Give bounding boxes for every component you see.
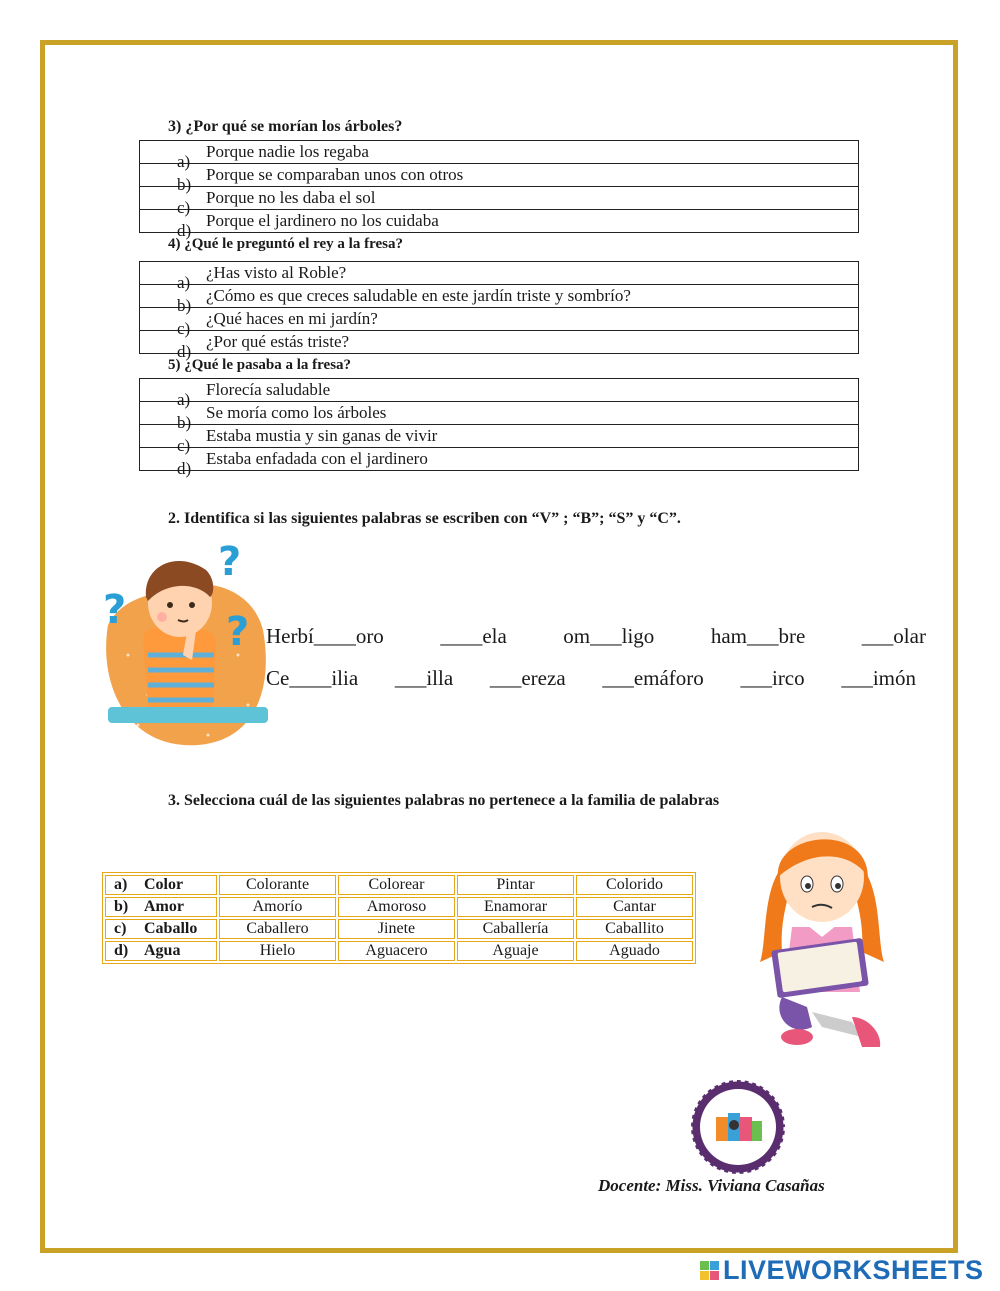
- word-option[interactable]: Cantar: [576, 897, 693, 917]
- word-blank[interactable]: ____ela: [440, 624, 507, 648]
- word-blank[interactable]: ___illa: [394, 666, 454, 690]
- svg-text:?: ?: [103, 587, 127, 633]
- option-letter: c): [177, 436, 191, 455]
- section-2-title: 2. Identifica si las siguientes palabras se escriben con “V” ; “B”; “S” y “C”.: [168, 510, 681, 527]
- option-text: Se moría como los árboles: [206, 403, 387, 422]
- option-letter: d): [177, 342, 192, 361]
- word-blank[interactable]: ___imón: [841, 666, 916, 690]
- liveworksheets-logo-icon: [700, 1261, 719, 1280]
- option-row[interactable]: [140, 187, 859, 210]
- school-logo: [688, 1077, 788, 1177]
- question-3-title: 3) ¿Por qué se morían los árboles?: [168, 118, 403, 135]
- option-letter: b): [177, 413, 192, 432]
- option-text: Estaba mustia y sin ganas de vivir: [206, 426, 438, 445]
- table-row: [105, 941, 693, 961]
- option-row[interactable]: [140, 262, 859, 285]
- row-letter: d): [114, 942, 129, 959]
- word-option[interactable]: Hielo: [219, 941, 336, 961]
- option-letter: c): [177, 198, 191, 217]
- word-option[interactable]: Caballito: [576, 919, 693, 939]
- word-option[interactable]: Pintar: [457, 875, 574, 895]
- word-family-table: [102, 872, 696, 964]
- option-text: ¿Por qué estás triste?: [206, 332, 350, 351]
- option-text: Porque el jardinero no los cuidaba: [206, 211, 439, 230]
- table-row: [105, 919, 693, 939]
- option-text: ¿Qué haces en mi jardín?: [206, 309, 378, 328]
- word-option[interactable]: Caballero: [219, 919, 336, 939]
- option-letter: a): [177, 273, 191, 292]
- option-text: ¿Cómo es que creces saludable en este jardín triste y sombrío?: [206, 286, 631, 305]
- teacher-name: Docente: Miss. Viviana Casañas: [598, 1176, 825, 1195]
- option-letter: d): [177, 221, 192, 240]
- row-head: [105, 875, 217, 895]
- thinking-boy-illustration: [88, 535, 278, 755]
- svg-text:?: ?: [218, 539, 242, 585]
- word-option[interactable]: Aguacero: [338, 941, 455, 961]
- option-row[interactable]: [140, 164, 859, 187]
- row-word: Amor: [144, 898, 184, 915]
- option-letter: d): [177, 459, 192, 478]
- liveworksheets-brand[interactable]: [700, 1255, 984, 1286]
- row-word: Color: [144, 876, 184, 893]
- word-blank[interactable]: ___ereza: [489, 666, 566, 690]
- option-row[interactable]: [140, 141, 859, 164]
- option-row[interactable]: [140, 448, 859, 471]
- word-option[interactable]: Jinete: [338, 919, 455, 939]
- row-head: [105, 919, 217, 939]
- option-row[interactable]: [140, 331, 859, 354]
- word-option[interactable]: Colorante: [219, 875, 336, 895]
- word-row-1: [266, 624, 926, 649]
- table-row: [105, 897, 693, 917]
- option-row[interactable]: [140, 285, 859, 308]
- row-word: Agua: [144, 942, 181, 959]
- word-option[interactable]: Colorido: [576, 875, 693, 895]
- row-letter: b): [114, 898, 129, 915]
- option-letter: a): [177, 390, 191, 409]
- word-blank[interactable]: ham___bre: [710, 624, 806, 648]
- option-letter: b): [177, 175, 192, 194]
- row-letter: c): [114, 920, 127, 937]
- option-letter: c): [177, 319, 191, 338]
- question-3-options: [139, 140, 859, 240]
- option-text: Estaba enfadada con el jardinero: [206, 449, 428, 468]
- section-3-title: 3. Selecciona cuál de las siguientes palabras no pertenece a la familia de palabras: [168, 792, 720, 809]
- word-blank[interactable]: Herbí____oro: [266, 624, 384, 648]
- word-blank[interactable]: ___emáforo: [602, 666, 704, 690]
- word-blank[interactable]: ___olar: [861, 624, 926, 648]
- option-letter: b): [177, 296, 192, 315]
- question-4-title: 4) ¿Qué le preguntó el rey a la fresa?: [168, 236, 403, 252]
- option-text: Florecía saludable: [206, 380, 331, 399]
- option-letter: a): [177, 152, 191, 171]
- row-word: Caballo: [144, 920, 198, 937]
- word-option[interactable]: Amoroso: [338, 897, 455, 917]
- row-letter: a): [114, 876, 128, 893]
- table-row: [105, 875, 693, 895]
- row-head: [105, 941, 217, 961]
- option-text: Porque nadie los regaba: [206, 142, 369, 161]
- option-text: ¿Has visto al Roble?: [206, 263, 347, 282]
- svg-text:?: ?: [226, 609, 250, 655]
- brand-text: LIVEWORKSHEETS: [723, 1255, 984, 1285]
- word-option[interactable]: Enamorar: [457, 897, 574, 917]
- option-row[interactable]: [140, 425, 859, 448]
- word-blank[interactable]: Ce____ilia: [266, 666, 359, 690]
- question-4-options: [139, 261, 859, 361]
- row-head: [105, 897, 217, 917]
- option-row[interactable]: [140, 308, 859, 331]
- option-row[interactable]: [140, 402, 859, 425]
- word-blank[interactable]: ___irco: [740, 666, 805, 690]
- question-5-options: [139, 378, 859, 478]
- word-option[interactable]: Colorear: [338, 875, 455, 895]
- word-option[interactable]: Aguado: [576, 941, 693, 961]
- word-blank[interactable]: om___ligo: [563, 624, 655, 648]
- option-row[interactable]: [140, 379, 859, 402]
- question-5-title: 5) ¿Qué le pasaba a la fresa?: [168, 357, 352, 373]
- word-option[interactable]: Amorío: [219, 897, 336, 917]
- word-option[interactable]: Caballería: [457, 919, 574, 939]
- option-text: Porque se comparaban unos con otros: [206, 165, 464, 184]
- option-row[interactable]: [140, 210, 859, 233]
- option-text: Porque no les daba el sol: [206, 188, 376, 207]
- word-option[interactable]: Aguaje: [457, 941, 574, 961]
- word-row-2: [266, 666, 916, 691]
- reading-girl-illustration: [752, 822, 902, 1057]
